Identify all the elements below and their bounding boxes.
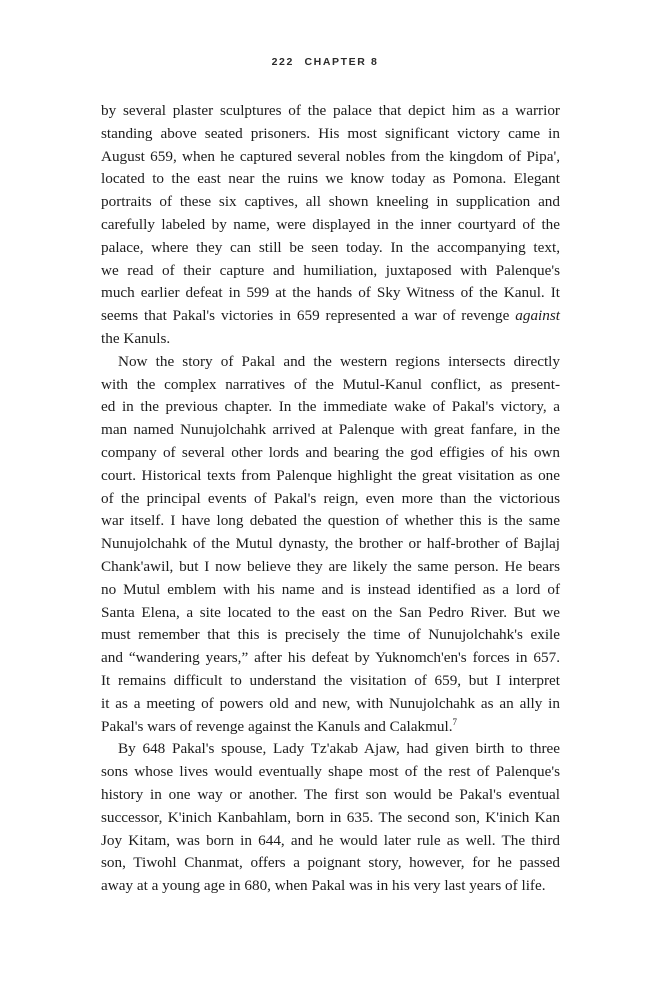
text-line: it as a meeting of powers old and new, with Nunujolchahk as an ally in xyxy=(101,694,560,712)
running-header xyxy=(0,56,650,68)
text-line: no Mutul emblem with his name and is instead identified as a lord of xyxy=(101,580,560,598)
text-line: history in one way or another. The first son would be Pakal's eventual xyxy=(101,785,560,803)
text-line: Now the story of Pakal and the western regions intersects directly xyxy=(118,352,560,370)
text-line: Chank'awil, but I now believe they are likely the same person. He bears xyxy=(101,557,560,575)
text-line: standing above seated prisoners. His most significant victory came in xyxy=(101,124,560,142)
text-line: must remember that this is precisely the time of Nunujolchahk's exile xyxy=(101,626,560,644)
text-line: we read of their capture and humiliation, juxtaposed with Palenque's xyxy=(101,261,560,279)
text-line: war itself. I have long debated the question of whether this is the same xyxy=(101,512,560,530)
text-line: son, Tiwohl Chanmat, offers a poignant story, however, for he passed xyxy=(101,854,560,872)
text-line: of the principal events of Pakal's reign, even more than the victorious xyxy=(101,489,560,507)
text-line: away at a young age in 680, when Pakal was in his very last years of life. xyxy=(101,877,546,895)
text-line: portraits of these six captives, all shown kneeling in supplication and xyxy=(101,193,560,211)
text-line: ed in the previous chapter. In the immediate wake of Pakal's victory, a xyxy=(101,398,560,416)
text-line: the Kanuls. xyxy=(101,329,171,347)
text-line: and “wandering years,” after his defeat by Yuknomch'en's forces in 657. xyxy=(101,649,560,667)
text-line: Joy Kitam, was born in 644, and he would later rule as well. The third xyxy=(101,831,560,849)
text-line: Santa Elena, a site located to the east on the San Pedro River. But we xyxy=(101,603,560,621)
page-number: 222 xyxy=(271,56,294,68)
body-text xyxy=(101,100,560,898)
text-line: successor, K'inich Kanbahlam, born in 635. The second son, K'inich Kan xyxy=(101,808,560,826)
text-line: court. Historical texts from Palenque highlight the great visitation as one xyxy=(101,466,560,484)
text-line: Nunujolchahk of the Mutul dynasty, the brother or half-brother of Bajlaj xyxy=(101,535,560,553)
text-line: with the complex narratives of the Mutul-Kanul conflict, as present- xyxy=(101,375,560,393)
text-line: much earlier defeat in 599 at the hands of Sky Witness of the Kanul. It xyxy=(101,284,560,302)
text-line: It remains difficult to understand the visitation of 659, but I interpret xyxy=(101,671,560,689)
text-line: By 648 Pakal's spouse, Lady Tz'akab Ajaw, had given birth to three xyxy=(118,740,560,758)
text-line: carefully labeled by name, were displayed in the inner courtyard of the xyxy=(101,215,560,233)
chapter-label: CHAPTER 8 xyxy=(304,56,379,68)
text-line: sons whose lives would eventually shape most of the rest of Palenque's xyxy=(101,763,560,781)
text-line: man named Nunujolchahk arrived at Palenque with great fanfare, in the xyxy=(101,421,560,439)
text-line: August 659, when he captured several nobles from the kingdom of Pipa', xyxy=(101,147,560,165)
text-line-with-footnote xyxy=(101,716,560,739)
text-line: located to the east near the ruins we know today as Pomona. Elegant xyxy=(101,170,560,188)
text-line: palace, where they can still be seen today. In the accompanying text, xyxy=(101,238,560,256)
text-line: Pakal's wars of revenge against the Kanuls and Calakmul. xyxy=(101,717,453,735)
footnote-marker[interactable]: 7 xyxy=(452,716,458,727)
paragraph-1 xyxy=(101,100,560,351)
paragraph-2 xyxy=(101,351,560,739)
text-line: by several plaster sculptures of the palace that depict him as a warrior xyxy=(101,102,560,119)
text-line: company of several other lords and bearing the god effigies of his own xyxy=(101,443,560,461)
paragraph-3 xyxy=(101,738,560,898)
text-line: seems that Pakal's victories in 659 represented a war of revenge against xyxy=(101,307,560,325)
